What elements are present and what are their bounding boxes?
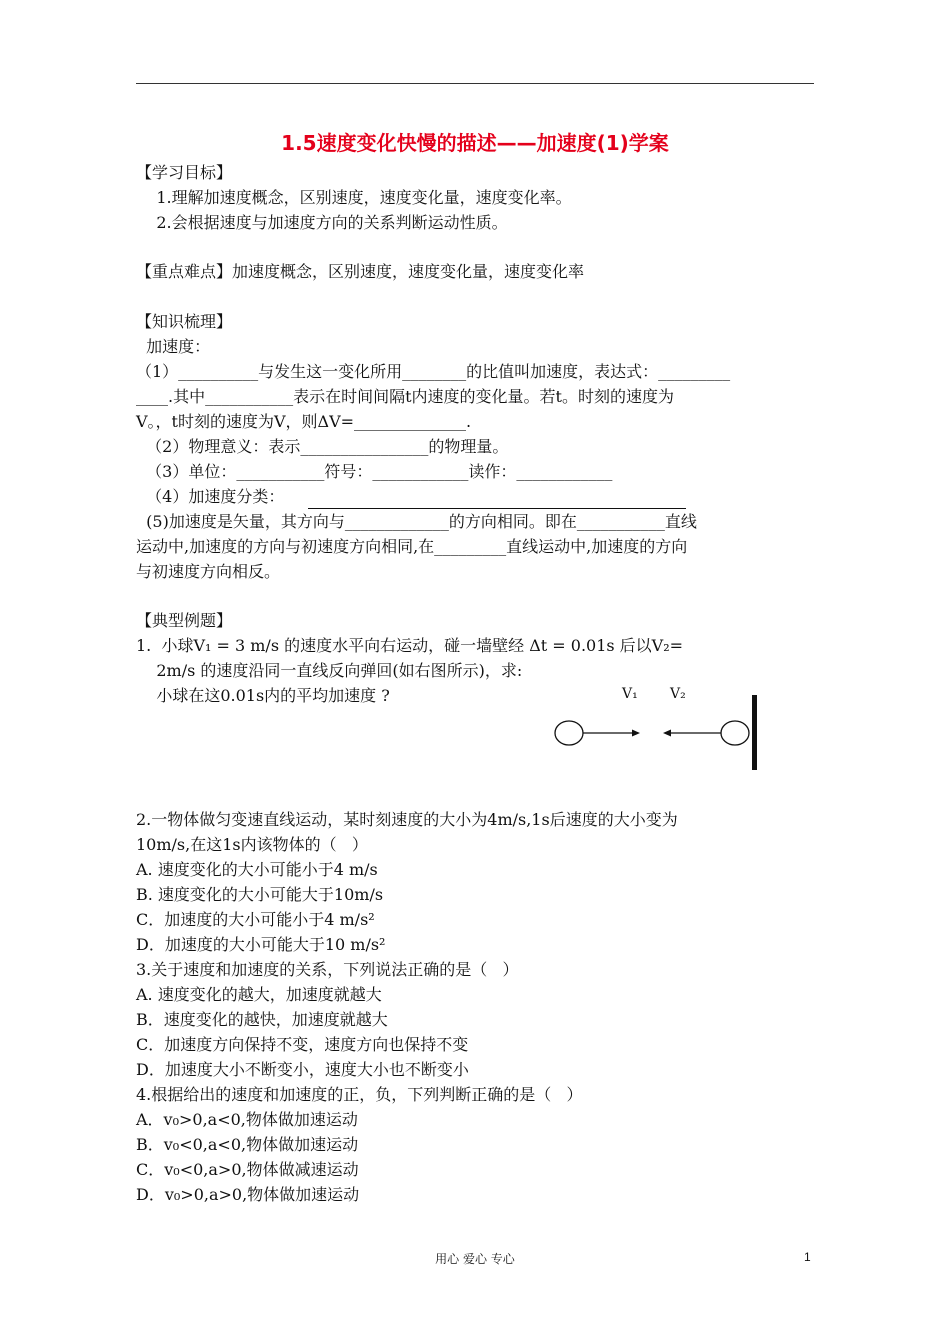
q1-line3: 小球在这0.01s内的平均加速度 ? [136,686,390,705]
q2-option-a: A. 速度变化的大小可能小于4 m/s [136,860,378,879]
q3-option-b: B．速度变化的越快，加速度就越大 [136,1010,388,1029]
q2-option-d: D．加速度的大小可能大于10 m/s² [136,935,386,954]
objective-2: 2.会根据速度与加速度方向的关系判断运动性质。 [136,213,508,232]
q3-option-a: A. 速度变化的越大，加速度就越大 [136,985,382,1004]
footer-motto: 用心 爱心 专心 [435,1252,515,1266]
section-key-points: 【重点难点】加速度概念，区别速度，速度变化量，速度变化率 [136,262,585,281]
objective-1: 1.理解加速度概念，区别速度，速度变化量，速度变化率。 [136,188,572,207]
definition-2: （2）物理意义：表示________________的物理量。 [136,437,509,456]
v2-label: V₂ [670,686,686,702]
definition-3: （3）单位：___________符号：____________读作：____________ [136,462,613,481]
q4-stem: 4.根据给出的速度和加速度的正，负，下列判断正确的是（ ） [136,1085,583,1104]
page-number: 1 [804,1250,811,1264]
q4-option-a: A．v₀>0,a<0,物体做加速运动 [136,1110,358,1129]
definition-5b: 运动中,加速度的方向与初速度方向相同,在_________直线运动中,加速度的方向 [136,537,688,556]
q4-option-d: D．v₀>0,a>0,物体做加速运动 [136,1185,360,1204]
q1-line2: 2m/s 的速度沿同一直线反向弹回(如右图所示)，求: [136,661,523,680]
definition-1b: ____.其中___________表示在时间间隔t内速度的变化量。若t。时刻的速度为 [136,387,674,406]
wall [752,695,757,770]
page-title: 1.5速度变化快慢的描述——加速度(1)学案 [281,131,669,155]
section-examples: 【典型例题】 [136,611,233,630]
ball-left [555,721,583,745]
ball-right [721,721,749,745]
q3-option-d: D．加速度大小不断变小，速度大小也不断变小 [136,1060,469,1079]
q2-stem1: 2.一物体做匀变速直线运动，某时刻速度的大小为4m/s,1s后速度的大小变为 [136,810,678,829]
q2-option-b: B. 速度变化的大小可能大于10m/s [136,885,384,904]
q4-option-b: B．v₀<0,a<0,物体做加速运动 [136,1135,359,1154]
q2-stem2: 10m/s,在这1s内该物体的（ ） [136,835,368,854]
definition-5c: 与初速度方向相反。 [136,562,281,581]
q3-option-c: C．加速度方向保持不变，速度方向也保持不变 [136,1035,469,1054]
definition-4: （4）加速度分类： [136,487,285,506]
arrow-v1-head [632,730,640,737]
section-objectives: 【学习目标】 [136,163,233,182]
q2-option-c: C．加速度的大小可能小于4 m/s² [136,910,375,929]
section-knowledge: 【知识梳理】 [136,312,233,331]
definition-1a: （1）__________与发生这一变化所用________的比值叫加速度，表达式：_________ [136,362,731,381]
arrow-v2-head [663,730,671,737]
v1-label: V₁ [622,686,638,702]
definition-heading: 加速度： [136,337,211,356]
q3-stem: 3.关于速度和加速度的关系，下列说法正确的是（ ） [136,960,519,979]
q1-line1: 1. 小球V₁ = 3 m/s 的速度水平向右运动，碰一墙壁经 Δt = 0.01s 后以V₂= [136,636,684,655]
q4-option-c: C．v₀<0,a>0,物体做减速运动 [136,1160,359,1179]
definition-1c: V。，t时刻的速度为V，则ΔV=______________. [136,412,472,431]
definition-5a: (5)加速度是矢量，其方向与_____________的方向相同。即在___________直线 [136,512,697,531]
